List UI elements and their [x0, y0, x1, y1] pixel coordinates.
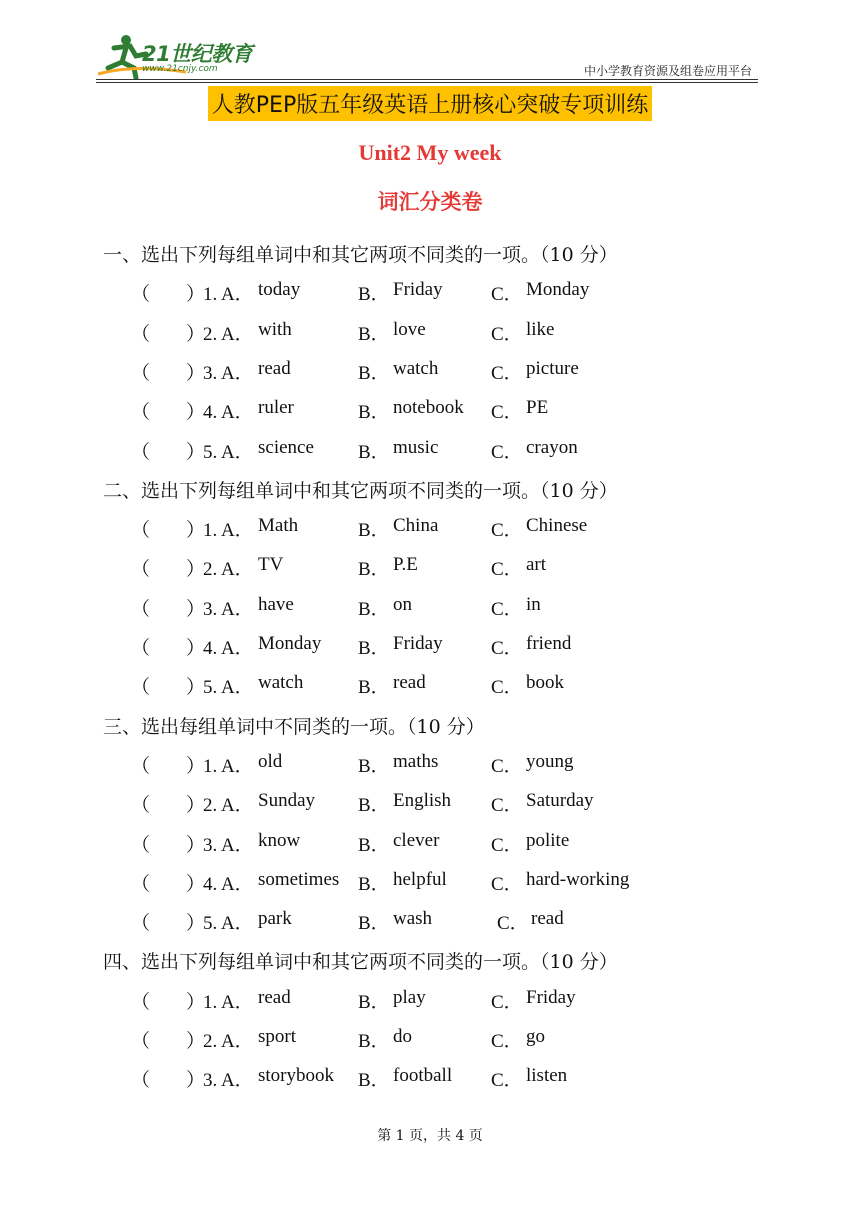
question-row [0, 319, 860, 347]
option-c-label: C． [497, 913, 529, 935]
option-b: clever [393, 829, 440, 851]
option-c-label: C． [491, 1031, 523, 1052]
option-c-label: C． [491, 520, 523, 542]
page-header [0, 0, 860, 84]
answer-blank-open[interactable]: （ [131, 795, 151, 817]
answer-blank-open[interactable]: （ [131, 1070, 151, 1092]
question-row [0, 554, 860, 582]
option-b: on [393, 593, 412, 615]
question-row [0, 869, 860, 897]
answer-blank-close: ） [186, 559, 206, 581]
option-a: science [258, 436, 314, 458]
option-b: music [393, 436, 439, 458]
answer-blank-close: ） [186, 755, 206, 777]
option-a: with [258, 318, 292, 340]
answer-blank-open[interactable]: （ [131, 638, 151, 659]
page-footer: 第 1 页，共 4 页 [377, 1128, 483, 1144]
answer-blank-close: ） [186, 795, 206, 817]
option-b-label: B． [358, 402, 390, 424]
option-b-label: B． [358, 638, 390, 659]
option-a: Monday [258, 633, 322, 654]
option-b: English [393, 790, 452, 812]
option-c: picture [526, 357, 579, 379]
option-a: sometimes [258, 868, 340, 890]
option-a: Math [258, 515, 299, 537]
option-a: read [258, 357, 291, 379]
answer-blank-close: ） [186, 1031, 206, 1052]
option-a: park [258, 908, 292, 930]
answer-blank-close: ） [186, 913, 206, 935]
option-b-label: B． [358, 991, 390, 1013]
answer-blank-close: ） [186, 441, 206, 463]
answer-blank-close: ） [186, 638, 206, 659]
option-c: go [526, 1026, 545, 1047]
option-c-label: C． [491, 559, 523, 581]
option-b: wash [393, 908, 433, 930]
option-b-label: B． [358, 834, 390, 856]
question-row [0, 515, 860, 543]
option-c-label: C． [491, 441, 523, 463]
answer-blank-open[interactable]: （ [131, 559, 151, 581]
question-number: 2. A． [203, 795, 254, 817]
section-heading: 二、选出下列每组单词中和其它两项不同类的一项。（10 分） [103, 479, 618, 502]
option-b-label: B． [358, 1031, 390, 1052]
question-number: 5. A． [203, 441, 254, 463]
option-c: Monday [526, 279, 590, 301]
option-b-label: B． [358, 598, 390, 620]
option-c-label: C． [491, 402, 523, 424]
question-number: 5. A． [203, 913, 254, 935]
answer-blank-open[interactable]: （ [131, 284, 151, 306]
option-a: today [258, 279, 301, 301]
header-divider [96, 79, 758, 80]
answer-blank-open[interactable]: （ [131, 323, 151, 345]
option-b-label: B． [358, 913, 390, 935]
option-a: TV [258, 554, 284, 576]
option-c: polite [526, 829, 570, 851]
answer-blank-open[interactable]: （ [131, 402, 151, 424]
answer-blank-open[interactable]: （ [131, 991, 151, 1013]
answer-blank-close: ） [186, 402, 206, 424]
option-c: in [526, 593, 541, 615]
option-c-label: C． [491, 362, 523, 384]
question-number: 3. A． [203, 1070, 254, 1092]
answer-blank-open[interactable]: （ [131, 677, 151, 699]
answer-blank-close: ） [186, 520, 206, 542]
answer-blank-open[interactable]: （ [131, 873, 151, 895]
logo-url: www.21cnjy.com [142, 64, 218, 74]
answer-blank-open[interactable]: （ [131, 834, 151, 856]
option-a: watch [258, 672, 304, 694]
question-number: 3. A． [203, 598, 254, 620]
question-number: 4. A． [203, 638, 254, 659]
answer-blank-open[interactable]: （ [131, 598, 151, 620]
question-number: 1. A． [203, 520, 254, 542]
option-b: China [393, 515, 439, 537]
unit-title: Unit2 My week [358, 140, 502, 165]
option-c: crayon [526, 436, 578, 458]
question-number: 1. A． [203, 991, 254, 1013]
option-c: art [526, 554, 547, 576]
section-heading: 四、选出下列每组单词中和其它两项不同类的一项。（10 分） [103, 951, 618, 974]
option-b-label: B． [358, 677, 390, 699]
option-c-label: C． [491, 598, 523, 620]
option-c: Friday [526, 986, 576, 1008]
answer-blank-open[interactable]: （ [131, 520, 151, 542]
option-b-label: B． [358, 755, 390, 777]
question-number: 2. A． [203, 323, 254, 345]
option-b: watch [393, 357, 439, 379]
answer-blank-close: ） [186, 284, 206, 306]
title-wrap [0, 86, 860, 121]
option-b-label: B． [358, 559, 390, 581]
answer-blank-close: ） [186, 1070, 206, 1092]
option-b: Friday [393, 279, 443, 301]
option-c-label: C． [491, 638, 523, 659]
option-c-label: C． [491, 323, 523, 345]
option-b-label: B． [358, 362, 390, 384]
document-subtitle: 词汇分类卷 [377, 190, 483, 214]
option-b: love [393, 318, 426, 340]
option-c: Chinese [526, 515, 588, 537]
option-b-label: B． [358, 520, 390, 542]
option-c: listen [526, 1065, 568, 1087]
question-number: 4. A． [203, 402, 254, 424]
option-b-label: B． [358, 1070, 390, 1092]
answer-blank-close: ） [186, 598, 206, 620]
option-b-label: B． [358, 284, 390, 306]
option-c-label: C． [491, 284, 523, 306]
question-row [0, 358, 860, 386]
answer-blank-close: ） [186, 362, 206, 384]
answer-blank-close: ） [186, 323, 206, 345]
option-b: read [393, 672, 426, 694]
option-c-label: C． [491, 677, 523, 699]
option-c: Saturday [526, 790, 594, 812]
section-heading: 一、选出下列每组单词中和其它两项不同类的一项。（10 分） [103, 244, 618, 266]
option-c-label: C． [491, 1070, 523, 1092]
question-row [0, 397, 860, 425]
header-divider [96, 82, 758, 83]
question-row [0, 987, 860, 1015]
question-number: 4. A． [203, 873, 254, 895]
platform-text: 中小学教育资源及组卷应用平台 [583, 64, 752, 78]
answer-blank-close: ） [186, 677, 206, 699]
document-title: 人教PEP版五年级英语上册核心突破专项训练 [208, 86, 652, 121]
option-b-label: B． [358, 441, 390, 463]
option-c: young [526, 750, 574, 772]
question-row [0, 908, 860, 936]
option-c: friend [526, 633, 572, 654]
question-number: 3. A． [203, 362, 254, 384]
answer-blank-open[interactable]: （ [131, 362, 151, 384]
option-c: hard-working [526, 868, 630, 890]
option-a: have [258, 593, 294, 615]
question-row [0, 830, 860, 858]
question-number: 5. A． [203, 677, 254, 699]
option-a: ruler [258, 397, 294, 419]
question-number: 3. A． [203, 834, 254, 856]
option-a: know [258, 829, 301, 851]
option-b: football [393, 1065, 453, 1087]
option-c-label: C． [491, 795, 523, 817]
answer-blank-open[interactable]: （ [131, 755, 151, 777]
option-a: Sunday [258, 790, 315, 812]
option-c-label: C． [491, 991, 523, 1013]
option-b: P.E [393, 554, 418, 576]
answer-blank-close: ） [186, 873, 206, 895]
option-a: storybook [258, 1065, 334, 1087]
option-b: do [393, 1026, 412, 1047]
section-heading: 三、选出每组单词中不同类的一项。（10 分） [103, 715, 485, 738]
answer-blank-open[interactable]: （ [131, 441, 151, 463]
question-number: 1. A． [203, 755, 254, 777]
question-row [0, 1065, 860, 1093]
option-b: Friday [393, 633, 443, 654]
option-b: helpful [393, 868, 447, 890]
option-c-label: C． [491, 873, 523, 895]
option-c: PE [526, 397, 549, 419]
question-number: 2. A． [203, 1031, 254, 1052]
option-b-label: B． [358, 795, 390, 817]
question-row [0, 279, 860, 307]
answer-blank-open[interactable]: （ [131, 913, 151, 935]
question-row [0, 672, 860, 700]
question-number: 2. A． [203, 559, 254, 581]
option-a: sport [258, 1026, 296, 1047]
question-row [0, 437, 860, 465]
question-row [0, 633, 860, 661]
answer-blank-open[interactable]: （ [131, 1031, 151, 1052]
question-number: 1. A． [203, 284, 254, 306]
option-c: book [526, 672, 564, 694]
option-c: like [526, 318, 555, 340]
option-c-label: C． [491, 755, 523, 777]
answer-blank-close: ） [186, 834, 206, 856]
question-row [0, 751, 860, 779]
option-c-label: C． [491, 834, 523, 856]
option-b: play [393, 986, 426, 1008]
question-row [0, 594, 860, 622]
logo-text: 21世纪教育 [142, 42, 253, 66]
option-c: read [531, 908, 564, 930]
option-a: read [258, 986, 291, 1008]
option-b: maths [393, 750, 439, 772]
option-b: notebook [393, 397, 464, 419]
question-row [0, 1026, 860, 1054]
option-b-label: B． [358, 873, 390, 895]
option-a: old [258, 750, 283, 772]
answer-blank-close: ） [186, 991, 206, 1013]
option-b-label: B． [358, 323, 390, 345]
question-row [0, 790, 860, 818]
